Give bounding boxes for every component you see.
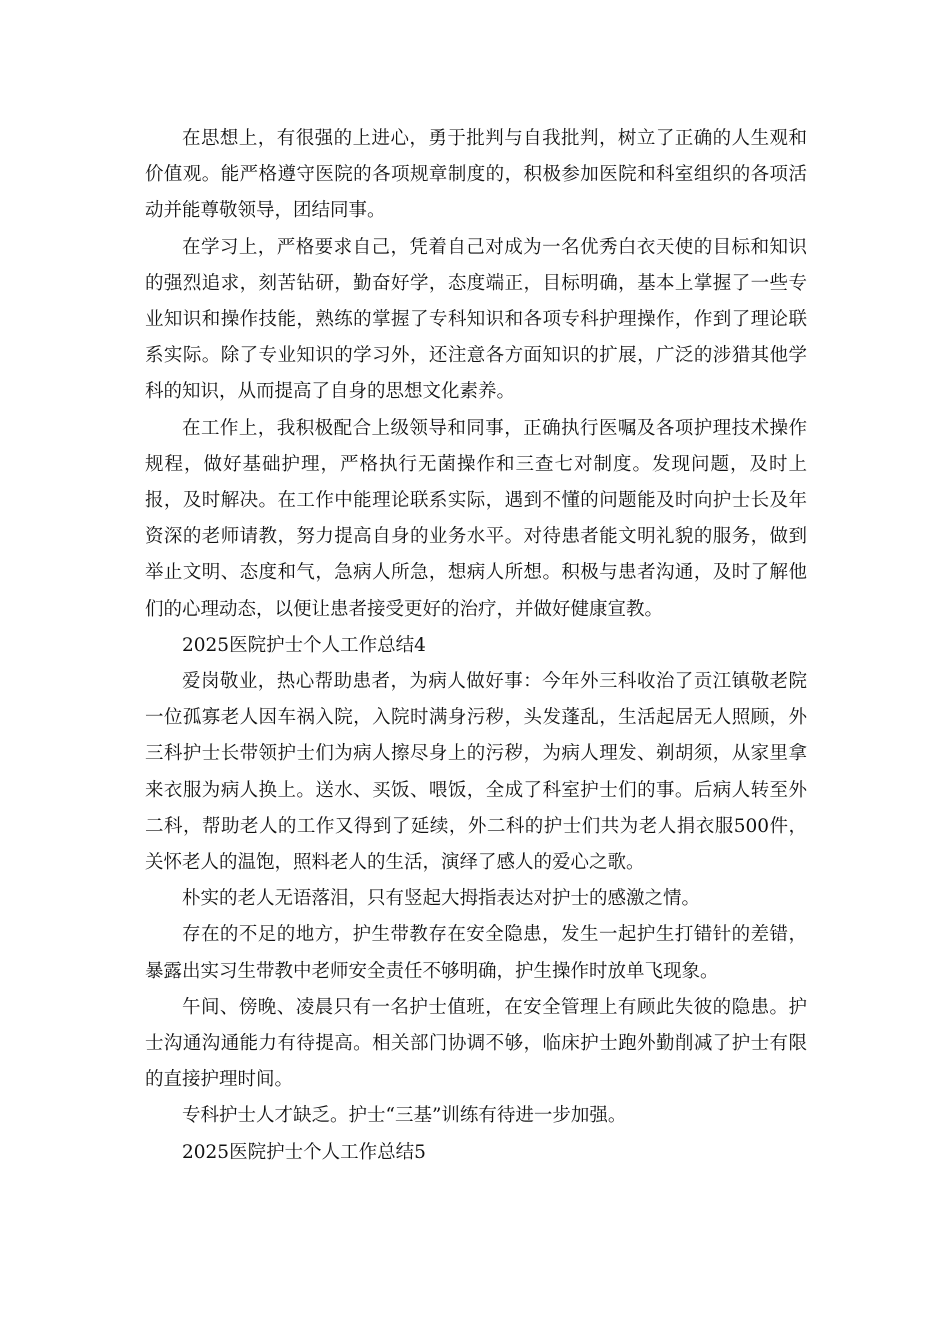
paragraph-ideology: 在思想上，有很强的上进心，勇于批判与自我批判，树立了正确的人生观和价值观。能严格遵守医院的各项规章制度的，积极参加医院和科室组织的各项活动并能尊敬领导，团结同事。 (145, 128, 807, 222)
paragraph-study: 在学习上，严格要求自己，凭着自己对成为一名优秀白衣天使的目标和知识的强烈追求，刻苦钻研，勤奋好学，态度端正，目标明确，基本上掌握了一些专业知识和操作技能，熟练的掌握了专科知识和各项专科护理操作，作到了理论联系实际。除了专业知识的学习外，还注意各方面知识的扩展，广泛的涉猎其他学科的知识，从而提高了自身的思想文化素养。 (145, 236, 807, 403)
paragraph-specialists: 专科护士人才缺乏。护士“三基”训练有待进一步加强。 (182, 1105, 627, 1127)
paragraph-work: 在工作上，我积极配合上级领导和同事，正确执行医嘱及各项护理技术操作规程，做好基础护理，严格执行无菌操作和三查七对制度。发现问题，及时上报，及时解决。在工作中能理论联系实际，遇到不懂的问题能及时向护士长及年资深的老师请教，努力提高自身的业务水平。对待患者能文明礼貌的服务，做到举止文明、态度和气，急病人所急，想病人所想。积极与患者沟通，及时了解他们的心理动态，以便让患者接受更好的治疗，并做好健康宣教。 (145, 417, 807, 620)
section-heading-4: 2025医院护士个人工作总结4 (182, 634, 426, 656)
section-heading-5: 2025医院护士个人工作总结5 (182, 1141, 426, 1163)
paragraph-dedication: 爱岗敬业，热心帮助患者，为病人做好事：今年外三科收治了贡江镇敬老院一位孤寡老人因车祸入院，入院时满身污秽，头发蓬乱，生活起居无人照顾，外三科护士长带领护士们为病人擦尽身上的污秽，为病人理发、剃胡须，从家里拿来衣服为病人换上。送水、买饭、喂饭，全成了科室护士们的事。后病人转至外二科，帮助老人的工作又得到了延续，外二科的护士们共为老人捐衣服500件，关怀老人的温饱，照料老人的生活，演绎了感人的爱心之歌。 (145, 671, 807, 874)
paragraph-shortcomings: 存在的不足的地方，护生带教存在安全隐患，发生一起护生打错针的差错，暴露出实习生带教中老师安全责任不够明确，护生操作时放单飞现象。 (145, 924, 807, 982)
paragraph-staffing: 午间、傍晚、凌晨只有一名护士值班，在安全管理上有顾此失彼的隐患。护士沟通沟通能力有待提高。相关部门协调不够，临床护士跑外勤削减了护士有限的直接护理时间。 (145, 996, 807, 1091)
paragraph-gratitude: 朴实的老人无语落泪，只有竖起大拇指表达对护士的感激之情。 (182, 888, 701, 910)
